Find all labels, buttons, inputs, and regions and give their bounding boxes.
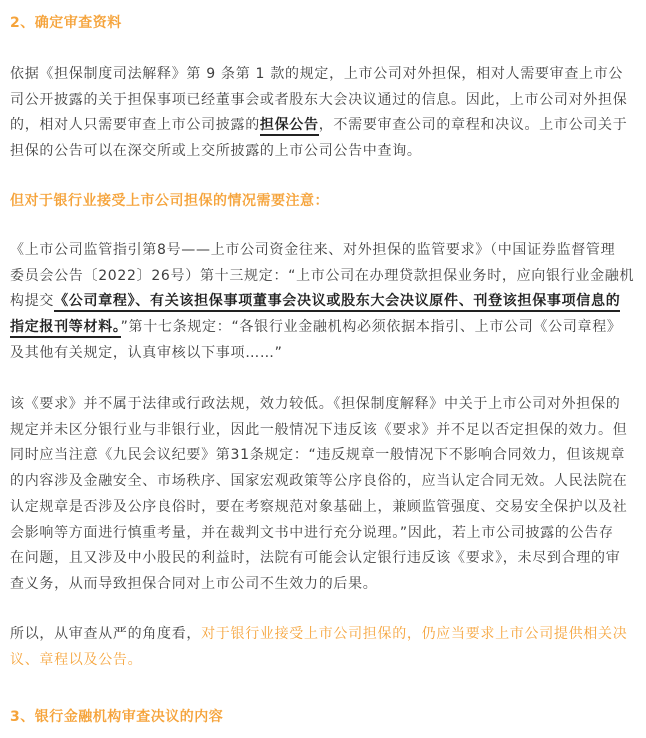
text-line: 在问题，且又涉及中小股民的利益时，法院有可能会认定银行违反该《要求》，未尽到合理的审 [10,550,621,567]
text-run: ，不需要审查公司的章程和决议。上市公司关于 [318,117,628,134]
text-line: 委员会公告〔2022〕26号）第十三规定：“上市公司在办理贷款担保业务时，应向银行业金融机 [10,267,635,284]
text-run: 的，相对人只需要审查上市公司披露的 [10,117,260,134]
text-line: 的内容涉及金融安全、市场秩序、国家宏观政策等公序良俗的，应当认定合同无效。人民法院在 [10,473,628,490]
text-line [10,648,638,674]
section-3-heading: 3、银行金融机构审查决议的内容 [10,709,224,725]
text-line: 担保的公告可以在深交所或上交所披露的上市公司公告中查询。 [10,143,422,160]
emphasis-required-materials: 《公司章程》、有关该担保事项董事会决议或股东大会决议原件、刊登该担保事项信息的 [54,293,620,312]
text-line: 同时应当注意《九民会议纪要》第31条规定：“违反规章一般情况下不影响合同效力，但该规章 [10,447,626,464]
text-run: ”第十七条规定：“各银行业金融机构必须依据本指引、上市公司《公司章程》 [120,319,622,336]
text-line [10,622,638,648]
text-line [10,113,638,139]
text-line [10,315,638,341]
text-run: 构提交 [10,293,55,310]
highlight-bank-requirement-cont: 议、章程以及公告。 [10,651,143,668]
text-run: 所以，从审查从严的角度看， [10,626,202,642]
text-line: 会影响等方面进行慎重考量，并在裁判文书中进行充分说理。”因此，若上市公司披露的公告存 [10,524,614,541]
text-line: 认定规章是否涉及公序良俗时，要在考察规范对象基础上，兼顾监管强度、交易安全保护以及社 [10,498,628,515]
text-line: 查义务，从而导致担保合同对上市公司不生效力的后果。 [10,575,378,592]
emphasis-required-materials-cont: 指定报刊等材料。 [10,319,121,338]
paragraph-conclusion [10,622,638,673]
text-line: 及其他有关规定，认真审核以下事项……” [10,344,283,361]
text-line: 规定并未区分银行业与非银行业，因此一般情况下违反该《要求》并不足以否定担保的效力。但 [10,421,628,438]
text-line [10,289,638,315]
paragraph-validity-analysis [10,392,638,598]
section-2-heading: 2、确定审查资料 [10,15,122,31]
paragraph-regulatory-guideline [10,238,638,367]
text-line: 依据《担保制度司法解释》第 9 条第 1 款的规定，上市公司对外担保，相对人需要审查上市公 [10,66,624,82]
paragraph-disclosure-review [10,62,638,165]
highlight-bank-requirement: 对于银行业接受上市公司担保的，仍应当要求上市公司提供相关决 [201,626,628,642]
text-line: 《上市公司监管指引第8号——上市公司资金往来、对外担保的监管要求》（中国证券监督管理 [10,242,616,258]
text-line: 司公开披露的关于担保事项已经董事会或者股东大会决议通过的信息。因此，上市公司对外担保 [10,91,628,108]
emphasis-guarantee-announcement: 担保公告 [260,117,319,136]
bank-note-heading: 但对于银行业接受上市公司担保的情况需要注意： [10,193,329,209]
text-line: 该《要求》并不属于法律或行政法规，效力较低。《担保制度解释》中关于上市公司对外担保的 [10,396,621,412]
